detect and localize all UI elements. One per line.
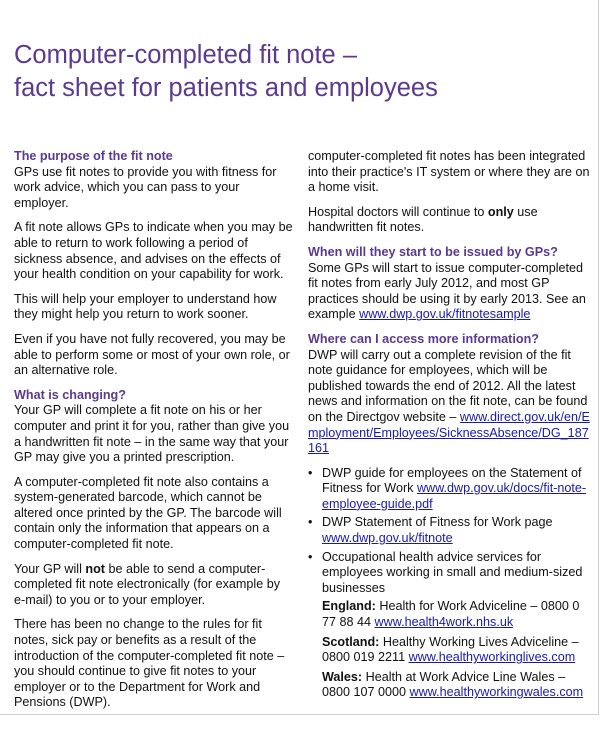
cont-p2-start: Hospital doctors will continue to	[308, 204, 488, 219]
changing-paragraph-2: A computer-completed fit note also contains a system-generated barcode, which cannot be altered once printed by the GP. The barcode will contain only the information that appears on a computer-completed fit note.	[14, 474, 282, 552]
scotland-label: Scotland:	[322, 634, 380, 649]
left-column	[14, 149, 294, 720]
when-heading: When will they start to be issued by GPs?	[308, 244, 558, 259]
purpose-heading: The purpose of the fit note	[14, 149, 173, 163]
healthyworkinglives-link[interactable]: www.healthyworkinglives.com	[408, 650, 576, 665]
cont-p2-end: use handwritten fit notes.	[308, 204, 538, 235]
title-line-1: Computer-completed fit note –	[14, 41, 358, 69]
health4work-link[interactable]: www.health4work.nhs.uk	[374, 615, 514, 630]
resources-list	[308, 466, 590, 597]
bullet-icon: •	[308, 515, 313, 530]
scotland-text: Healthy Working Lives Adviceline – 0800 019 2211	[322, 634, 579, 665]
changing-paragraph-4: There has been no change to the rules for fit notes, sick pay or benefits as a result of the introduction of the computer-completed fit note – you should continue to give fit notes to your employer or to the Department for Work and Pensions (DWP).	[14, 617, 285, 710]
bullet-1-text: DWP guide for employees on the Statement of Fitness for Work	[322, 465, 582, 496]
england-text: Health for Work Adviceline – 0800 0 77 88 44	[322, 599, 580, 630]
purpose-paragraph-3: This will help your employer to understand how they might help you return to work sooner.	[14, 291, 277, 322]
when-text: Some GPs will start to issue computer-completed fit notes from early July 2012, and most GP practices should be using it by early 2013. See an example	[308, 260, 586, 322]
right-column	[308, 149, 590, 701]
bullet-icon: •	[308, 549, 313, 564]
bullet-icon: •	[308, 465, 313, 480]
where-paragraph	[308, 348, 590, 457]
list-item	[308, 550, 590, 597]
directgov-link[interactable]: www.direct.gov.uk/en/Employment/Employees/SicknessAbsence/DG_187161	[308, 409, 590, 456]
changing-paragraph-3	[14, 562, 294, 609]
bullet-2-text: DWP Statement of Fitness for Work page	[322, 515, 553, 530]
changing-p3-start: Your GP will	[14, 561, 86, 576]
bullet-3-text: Occupational health advice services for employees working in small and medium-sized businesses	[322, 549, 583, 595]
fitnote-page-link[interactable]: www.dwp.gov.uk/fitnote	[322, 531, 453, 546]
list-item	[308, 515, 590, 546]
england-label: England:	[322, 599, 376, 614]
where-text: DWP will carry out a complete revision of the fit note guidance for employees, which will be published towards the end of 2012. All the latest news and information on the fit note, can be found on the Directgov website –	[308, 347, 588, 424]
purpose-paragraph-4: Even if you have not fully recovered, you may be able to perform some or most of your own role, or an alternative role.	[14, 331, 290, 378]
changing-p3-emphasis: not	[85, 561, 105, 576]
list-item	[308, 466, 590, 513]
wales-label: Wales:	[322, 669, 363, 684]
england-contact	[322, 599, 590, 630]
continued-paragraph-2	[308, 205, 590, 236]
employee-guide-link[interactable]: www.dwp.gov.uk/docs/fit-note-employee-guide.pdf	[322, 481, 587, 511]
where-heading: Where can I access more information?	[308, 331, 539, 346]
healthyworkingwales-link[interactable]: www.healthyworkingwales.com	[409, 685, 584, 700]
wales-text: Health at Work Advice Line Wales – 0800 107 0000	[322, 669, 566, 700]
continued-paragraph-1: computer-completed fit notes has been integrated into their practice's IT system or where they are on a home visit.	[308, 149, 590, 195]
scotland-contact	[322, 635, 590, 666]
purpose-paragraph-2: A fit note allows GPs to indicate when you may be able to return to work following a period of sickness absence, and advises on the effects of your health condition on your capability for work.	[14, 220, 293, 282]
title-line-2: fact sheet for patients and employees	[14, 74, 438, 102]
changing-p3-end: be able to send a computer-completed fit note electronically (for example by e-mail) to you or to your employer.	[14, 561, 280, 607]
changing-heading: What is changing?	[14, 387, 126, 402]
purpose-paragraph-1: GPs use fit notes to provide you with fitness for work advice, which you can pass to your employer.	[14, 164, 277, 210]
fitnote-sample-link[interactable]: www.dwp.gov.uk/fitnotesample	[359, 307, 531, 322]
contacts	[322, 599, 590, 701]
changing-paragraph-1: Your GP will complete a fit note on his or her computer and print it for you, rather than give you a handwritten fit note – in the same way that your GP may give you a printed prescription.	[14, 403, 290, 465]
cont-p2-emphasis: only	[487, 204, 514, 219]
when-paragraph	[308, 261, 590, 323]
page-title	[14, 39, 589, 105]
wales-contact	[322, 670, 590, 701]
